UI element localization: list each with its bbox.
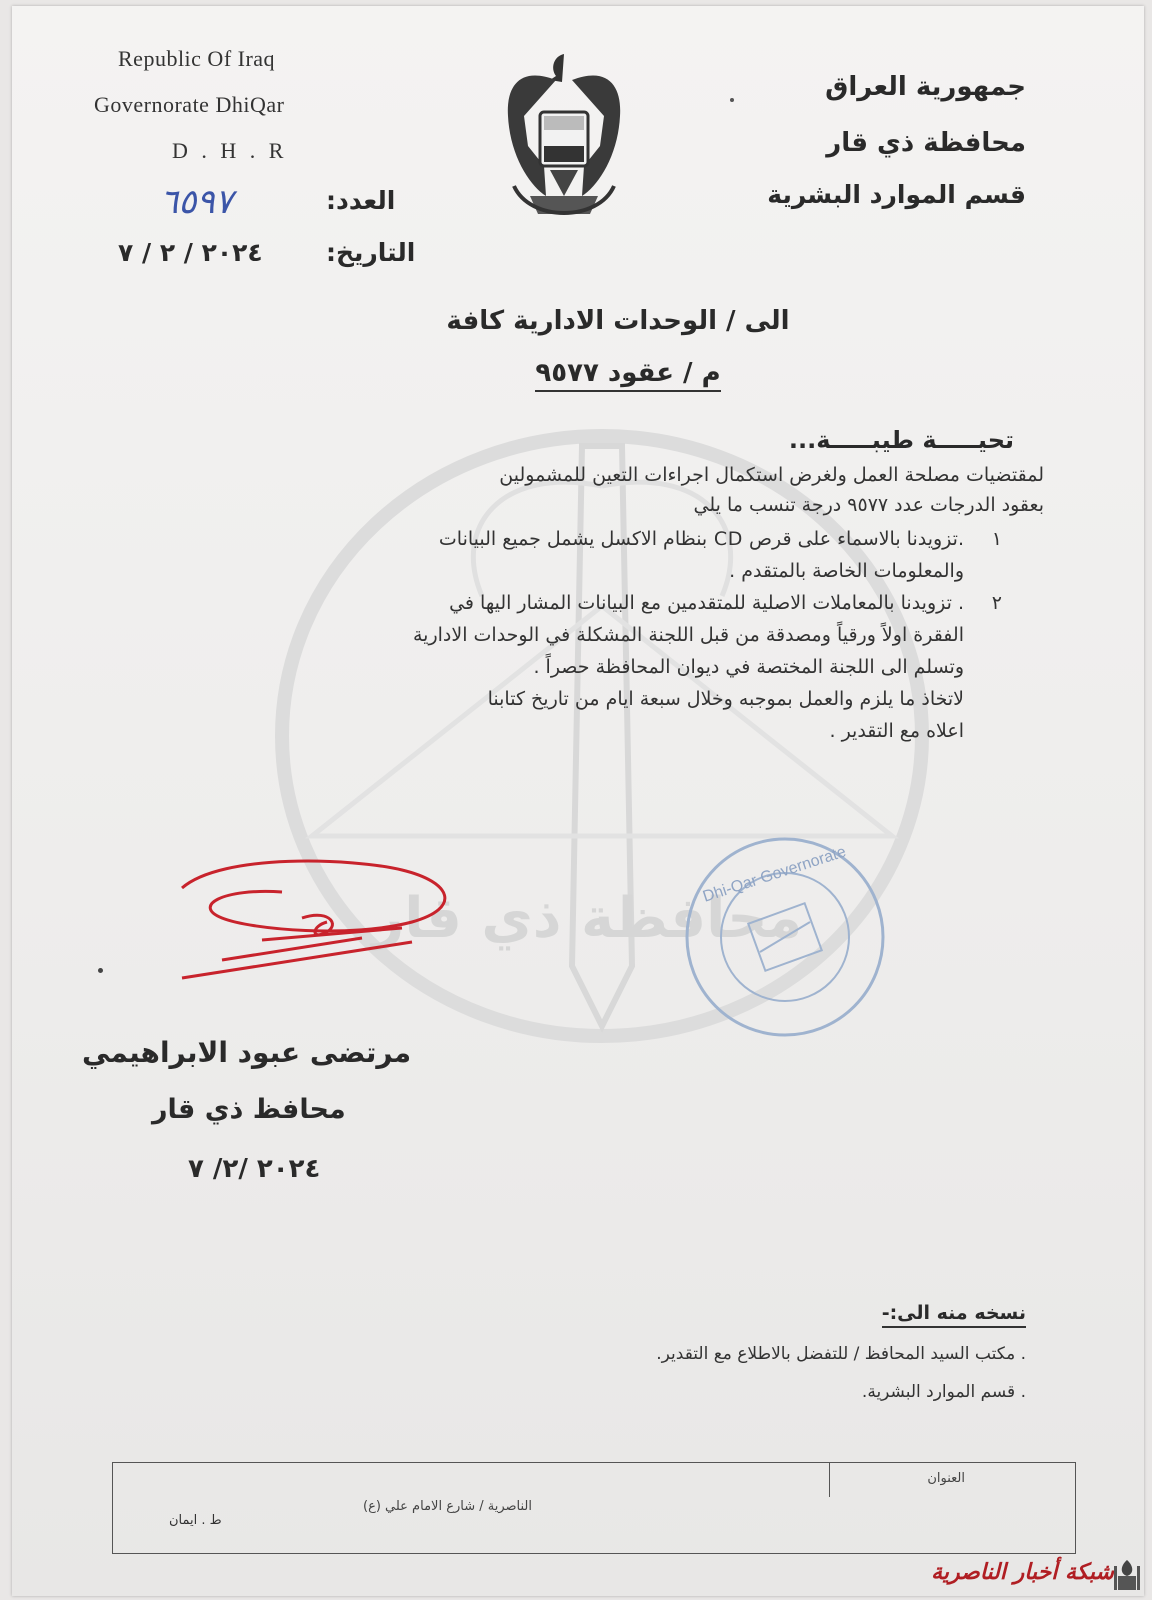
date-value: ٢٠٢٤ / ٢ / ٧ <box>118 238 263 267</box>
branding-text: شبكة أخبار الناصرية <box>931 1560 1114 1585</box>
iraq-eagle-emblem <box>500 46 628 226</box>
watermark-text: محافظة ذي قار <box>372 886 803 951</box>
copies-item1: . مكتب السيد المحافظ / للتفضل بالاطلاع مع التقدير. <box>656 1344 1026 1364</box>
footer-box <box>112 1462 1076 1554</box>
signature-date: ٢٠٢٤ /٢/ ٧ <box>188 1154 321 1184</box>
number-label: العدد: <box>326 186 396 215</box>
header-en-line1: Republic Of Iraq <box>118 46 276 71</box>
copies-heading-text: نسخه منه الى:- <box>882 1302 1026 1328</box>
signatory-title: محافظ ذي قار <box>152 1094 346 1125</box>
signature-scribble <box>162 848 482 988</box>
footer-address-value: الناصرية / شارع الامام علي (ع) <box>363 1499 532 1514</box>
footer-address-label: العنوان <box>927 1471 965 1486</box>
item2-line3: وتسلم الى اللجنة المختصة في ديوان المحافظة حصراً . <box>533 656 964 678</box>
signatory-name: مرتضى عبود الابراهيمي <box>82 1036 412 1069</box>
addressee: الى / الوحدات الادارية كافة <box>446 306 790 336</box>
closing-line1: لاتخاذ ما يلزم والعمل بموجبه وخلال سبعة ايام من تاريخ كتابنا <box>487 688 964 710</box>
ink-dot-left <box>98 968 103 973</box>
ink-dot <box>730 98 734 102</box>
date-label: التاريخ: <box>326 238 416 267</box>
item2-line2: الفقرة اولاً ورقياً ومصدقة من قبل اللجنة المشكلة في الوحدات الادارية <box>413 624 964 646</box>
body-intro-1: لمقتضيات مصلحة العمل ولغرض استكمال اجراءات التعين للمشمولين <box>499 464 1044 486</box>
body-intro-2: بعقود الدرجات عدد ٩٥٧٧ درجة تنسب ما يلي <box>693 494 1044 516</box>
copies-item2: . قسم الموارد البشرية. <box>861 1382 1026 1402</box>
mosque-icon <box>1112 1556 1142 1592</box>
greeting: تحيـــــة طيبـــــة... <box>788 426 1014 454</box>
header-ar-line3: قسم الموارد البشرية <box>767 180 1026 209</box>
header-ar-line2: محافظة ذي قار <box>826 128 1026 158</box>
item1-line2: والمعلومات الخاصة بالمتقدم . <box>729 560 964 582</box>
closing-line2: اعلاه مع التقدير . <box>829 720 964 742</box>
subject <box>12 358 1144 388</box>
copies-heading <box>882 1302 1026 1324</box>
footer-divider <box>829 1463 830 1497</box>
number-value: ٦٥٩٧ <box>160 182 234 222</box>
item2-line1: . تزويدنا بالمعاملات الاصلية للمتقدمين مع البيانات المشار اليها في <box>449 592 964 614</box>
header-en-line3: D . H . R <box>172 138 288 163</box>
item2-number: ٢ <box>991 592 1002 614</box>
item1-line1: .تزويدنا بالاسماء على قرص CD بنظام الاكسل يشمل جميع البيانات <box>438 528 964 550</box>
document-page <box>12 6 1144 1596</box>
stamp-text: Dhi-Qar Governorate <box>700 843 849 906</box>
header-en-line2: Governorate DhiQar <box>94 92 285 117</box>
item1-number: ١ <box>991 528 1002 550</box>
subject-text: م / عقود ٩٥٧٧ <box>535 358 720 392</box>
footer-typist: ط . ايمان <box>169 1513 222 1528</box>
header-ar-line1: جمهورية العراق <box>825 72 1026 102</box>
